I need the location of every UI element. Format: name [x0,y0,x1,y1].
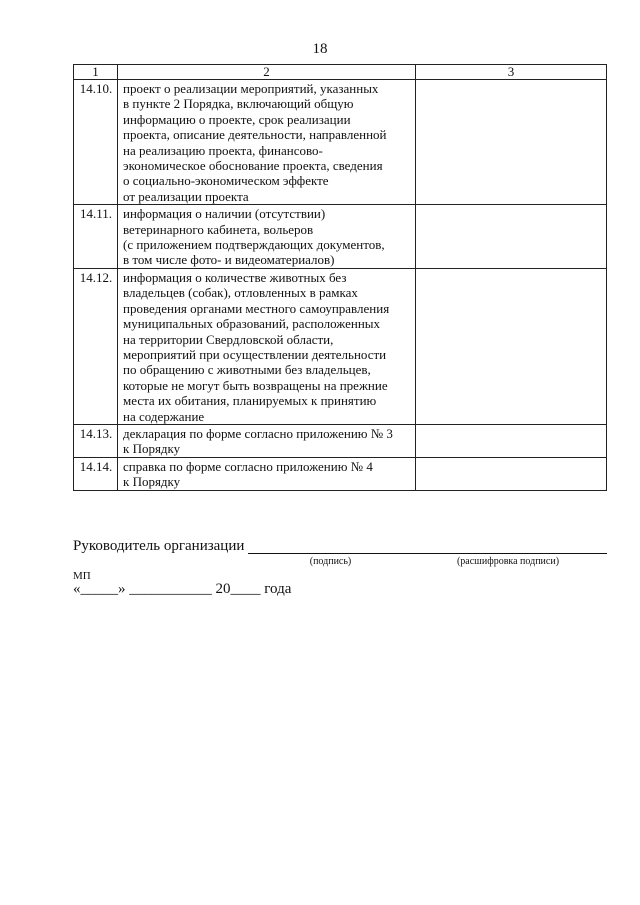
date-line: «_____» ___________ 20____ года [73,581,292,597]
stamp-label: МП [73,570,91,582]
requirements-table [73,64,607,491]
row-number: 14.11. [74,205,118,269]
row-number: 14.13. [74,424,118,457]
decoding-caption: (расшифровка подписи) [456,556,560,567]
header-col-3: 3 [416,65,607,80]
header-col-2: 2 [118,65,416,80]
row-description: проект о реализации мероприятий, указанных в пункте 2 Порядка, включающий общую информацию о проекте, срок реализации проекта, описание деятельности, направленной на реализацию проекта, финансово- экономическое обоснование проекта, сведения о социально-экономическом эффекте от реализации проекта [118,80,416,205]
table-row [74,424,607,457]
row-value-cell [416,80,607,205]
row-number: 14.14. [74,457,118,490]
table-header-row [74,65,607,80]
row-description: информация о количестве животных без владельцев (собак), отловленных в рамках проведения органами местного самоуправления муниципальных образований, расположенных на территории Свердловской области, мероприятий при осуществлении деятельности по обращению с животными без владельцев, которые не могут быть возвращены на прежние места их обитания, планируемых к принятию на содержание [118,268,416,424]
table-row [74,268,607,424]
row-value-cell [416,424,607,457]
row-value-cell [416,457,607,490]
page-number: 18 [312,41,328,57]
signature-caption: (подпись) [309,556,352,567]
table-row [74,80,607,205]
row-value-cell [416,205,607,269]
row-number: 14.12. [74,268,118,424]
signature-decoding-line [389,553,607,554]
table-row [74,205,607,269]
row-description: справка по форме согласно приложению № 4 к Порядку [118,457,416,490]
row-value-cell [416,268,607,424]
row-description: информация о наличии (отсутствии) ветеринарного кабинета, вольеров (с приложением подтверждающих документов, в том числе фото- и видеоматериалов) [118,205,416,269]
header-col-1: 1 [74,65,118,80]
table-row [74,457,607,490]
signature-label: Руководитель организации [73,538,245,554]
row-number: 14.10. [74,80,118,205]
row-description: декларация по форме согласно приложению № 3 к Порядку [118,424,416,457]
